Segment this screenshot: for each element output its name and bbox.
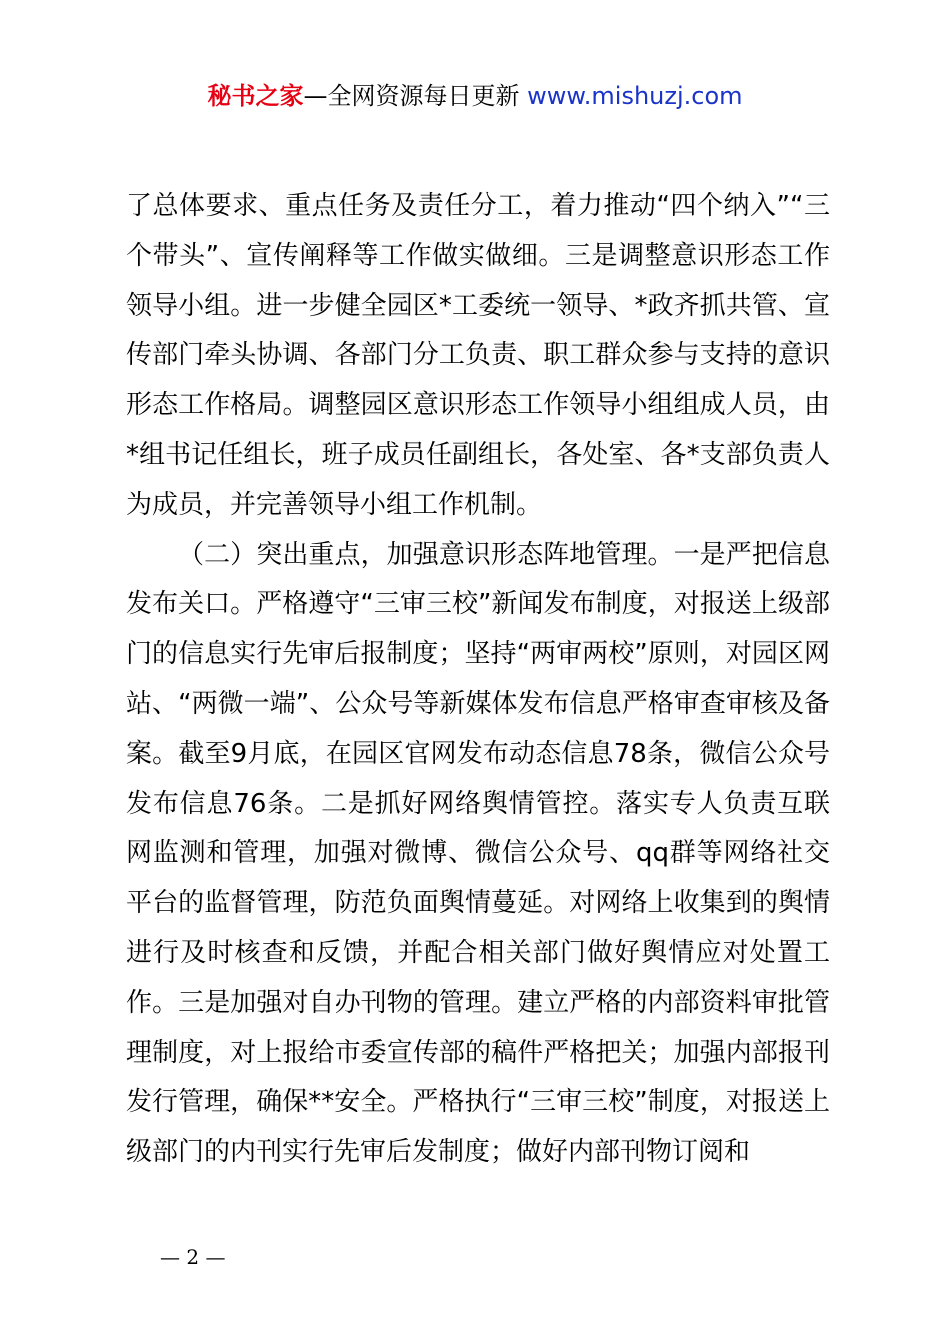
page-header xyxy=(0,80,950,112)
document-body xyxy=(126,182,830,1178)
page-number: — 2 — xyxy=(160,1245,226,1269)
paragraph-continued: 了总体要求、重点任务及责任分工，着力推动“四个纳入”“三个带头”、宣传阐释等工作做实做细。三是调整意识形态工作领导小组。进一步健全园区*工委统一领导、*政齐抓共管、宣传部门牵头协调、各部门分工负责、职工群众参与支持的意识形态工作格局。调整园区意识形态工作领导小组组成人员，由*组书记任组长，班子成员任副组长，各处室、各*支部负责人为成员，并完善领导小组工作机制。 xyxy=(126,191,830,520)
site-brand: 秘书之家 xyxy=(207,82,304,110)
paragraph-section-two: （二）突出重点，加强意识形态阵地管理。一是严把信息发布关口。严格遵守“三审三校”新闻发布制度，对报送上级部门的信息实行先审后报制度；坚持“两审两校”原则，对园区网站、“两微一端”、公众号等新媒体发布信息严格审查审核及备案。截至9月底，在园区官网发布动态信息78条，微信公众号发布信息76条。二是抓好网络舆情管控。落实专人负责互联网监测和管理，加强对微博、微信公众号、qq群等网络社交平台的监督管理，防范负面舆情蔓延。对网络上收集到的舆情进行及时核查和反馈，并配合相关部门做好舆情应对处置工作。三是加强对自办刊物的管理。建立严格的内部资料审批管理制度，对上报给市委宣传部的稿件严格把关；加强内部报刊发行管理，确保**安全。严格执行“三审三校”制度，对报送上级部门的内刊实行先审后发制度；做好内部刊物订阅和 xyxy=(126,539,830,1168)
site-slogan: —全网资源每日更新 xyxy=(303,82,520,110)
site-url[interactable]: www.mishuzj.com xyxy=(527,82,743,110)
